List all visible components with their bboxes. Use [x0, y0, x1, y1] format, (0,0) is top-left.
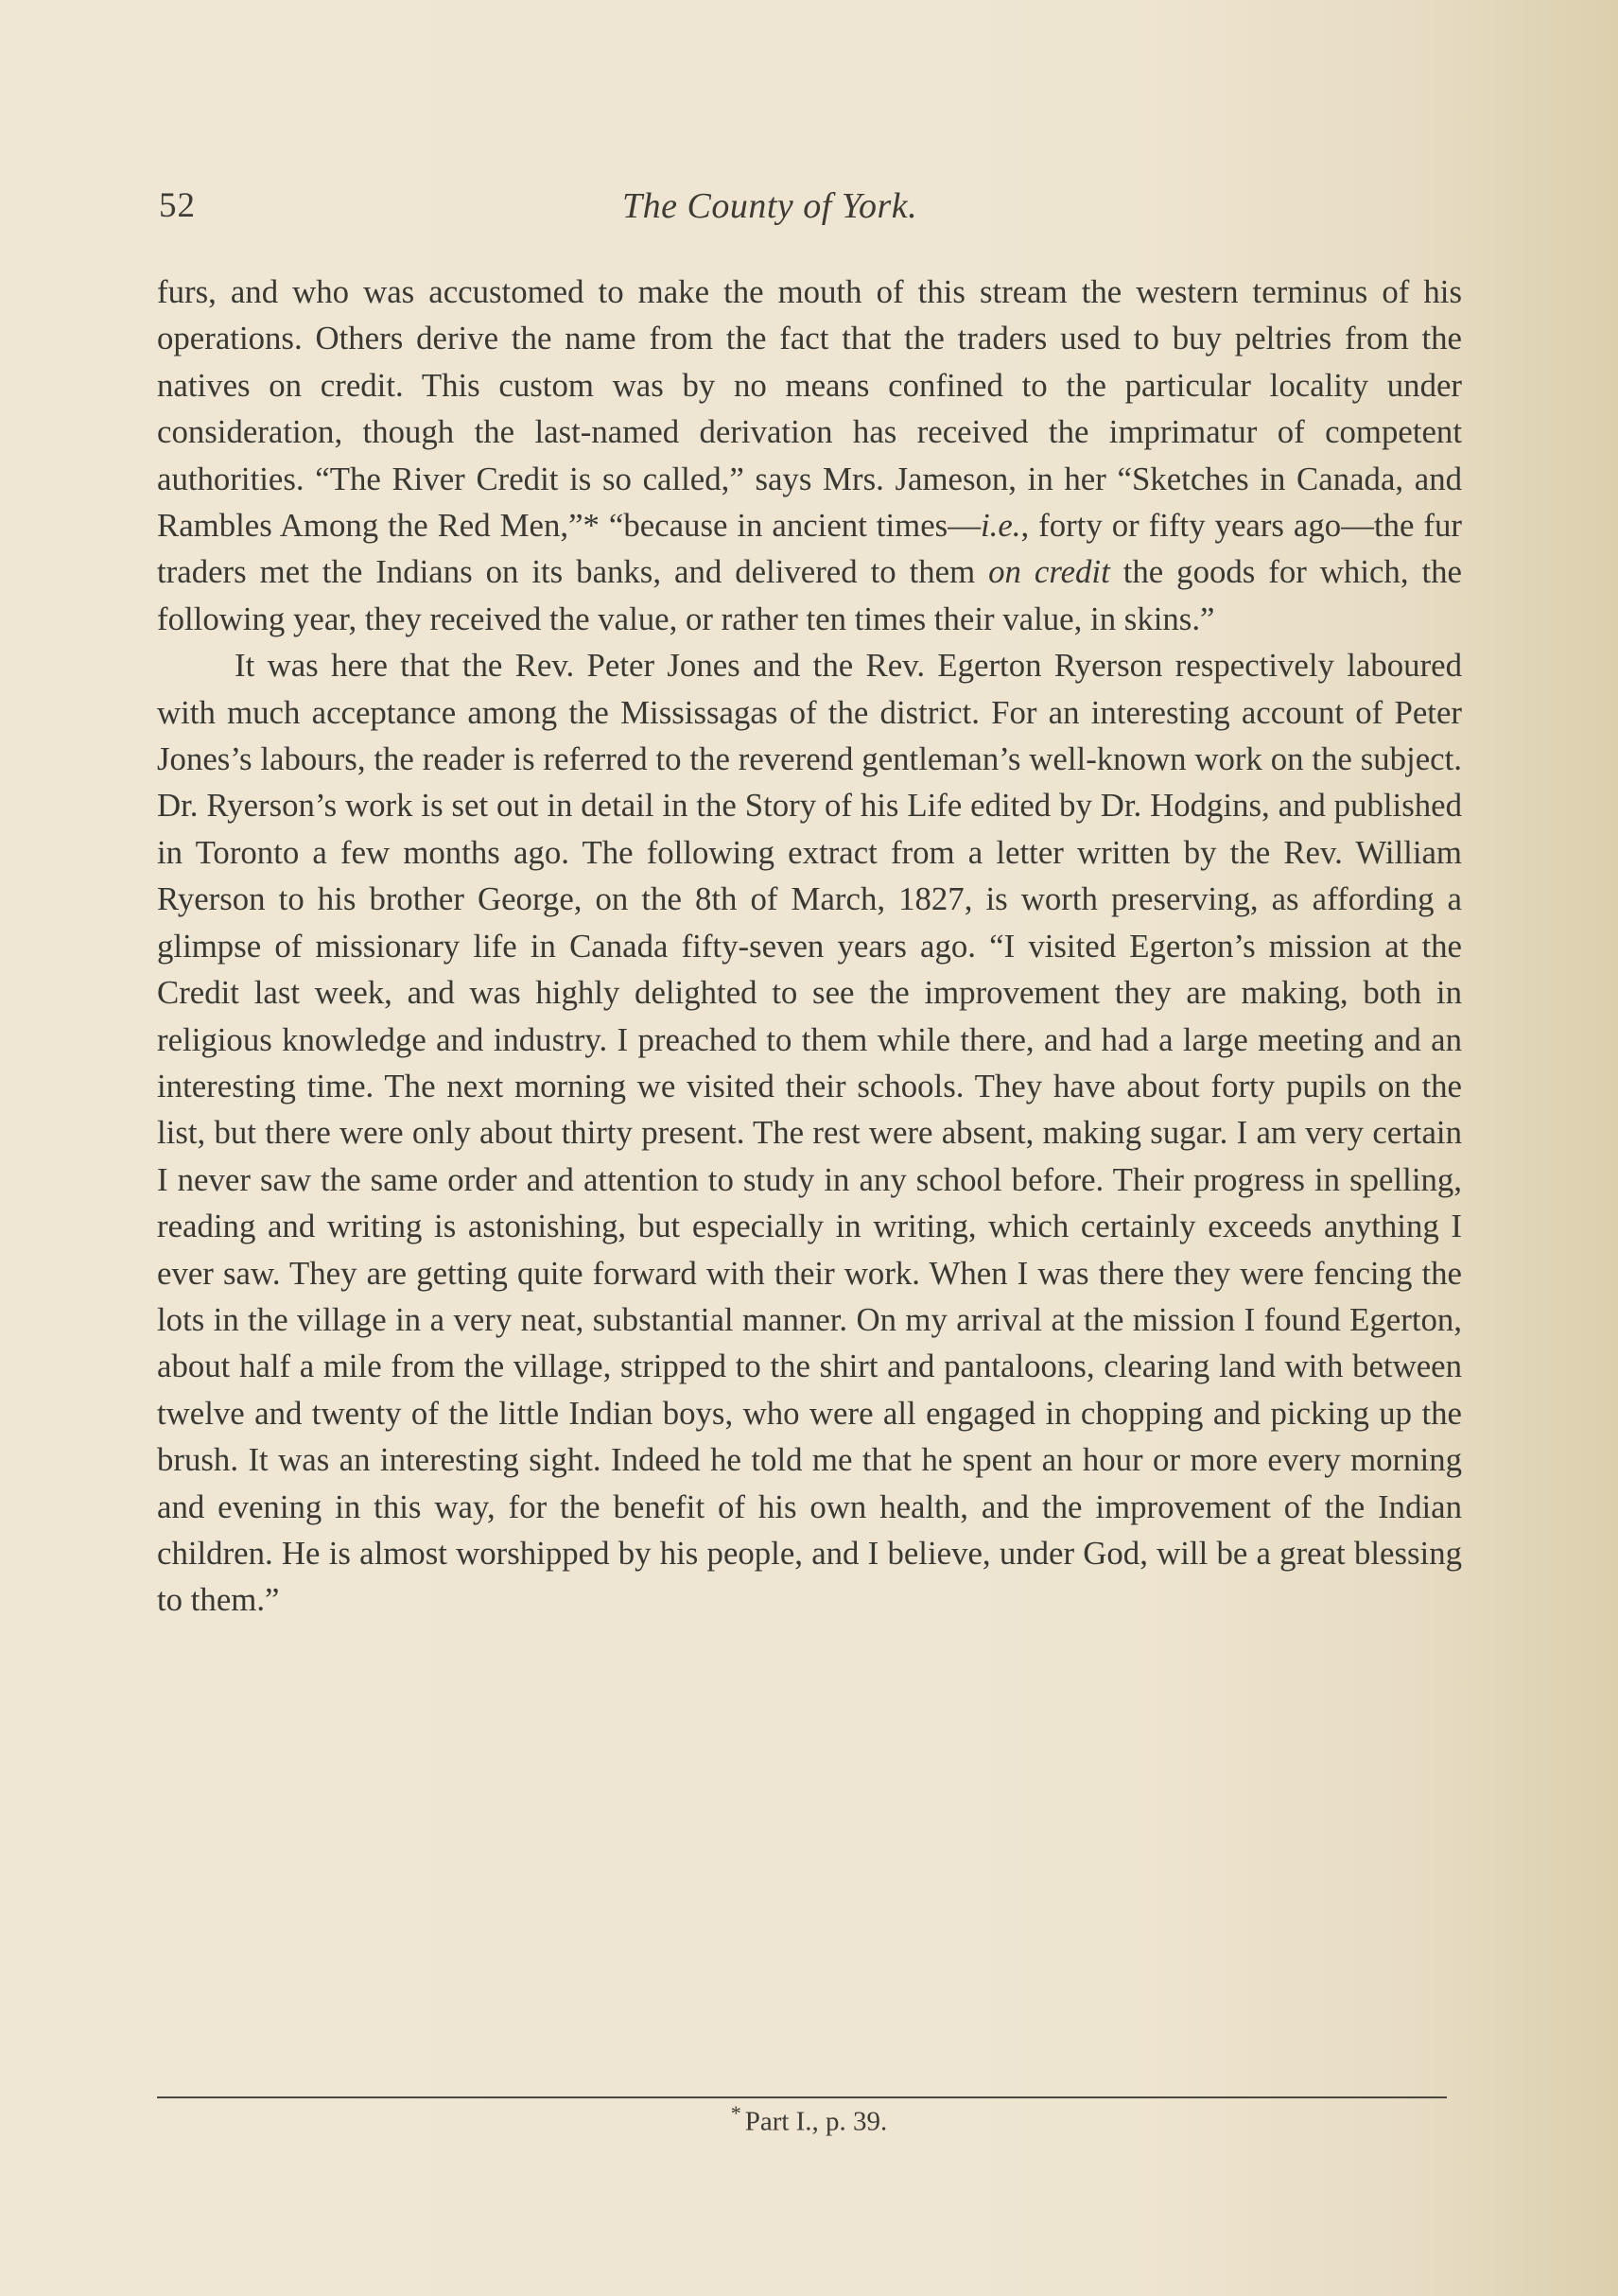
paragraph-2: It was here that the Rev. Peter Jones and the Rev. Egerton Ryerson respectively laboured with much acceptance among the Mississagas of the district. For an interesting account of Peter Jones’s labours, the reader is referred to the reverend gentleman’s well-known work on the subject. Dr. Ryerson’s work is set out in detail in the Story of his Life edited by Dr. Hodgins, and published in Toronto a few months ago. The following extract from a letter written by the Rev. William Ryerson to his brother George, on the 8th of March, 1827, is worth preserving, as affording a glimpse of missionary life in Canada fifty-seven years ago. “I visited Egerton’s mission at the Credit last week, and was highly delighted to see the improvement they are making, both in religious knowledge and industry. I preached to them while there, and had a large meeting and an interesting time. The next morning we visited their schools. They have about forty pupils on the list, but there were only about thirty present. The rest were absent, making sugar. I am very certain I never saw the same order and attention to study in any school before. Their progress in spelling, reading and writing is astonishing, but especially in writing, which certainly exceeds anything I ever saw. They are getting quite forward with their work. When I was there they were fencing the lots in the village in a very neat, substantial manner. On my arrival at the mission I found Egerton, about half a mile from the village, stripped to the shirt and pantaloons, clearing land with between twelve and twenty of the little Indian boys, who were all engaged in chopping and picking up the brush. It was an interesting sight. Indeed he told me that he spent an hour or more every morning and evening in this way, for the benefit of his own health, and the improvement of the Indian children. He is almost worshipped by his people, and I believe, under God, will be a great blessing to them.” [157, 647, 1462, 1619]
running-head: The County of York. [622, 186, 918, 226]
paragraph-1-italic-ie: i.e. [981, 507, 1021, 545]
footnote-text: Part I., p. 39. [744, 2106, 888, 2137]
footnote-rule [157, 2096, 1447, 2098]
footnote-marker: * [730, 2101, 741, 2125]
paragraph-1-italic-on-credit: on credit [988, 553, 1110, 591]
body-text [157, 269, 1462, 1624]
paragraph-1 [157, 269, 1462, 642]
page-header [159, 185, 1464, 242]
paragraph-1-text-b: , forty or fifty years ago—the fur traders met the Indians on its banks, and delivered to them [157, 507, 1462, 591]
footnote [0, 2101, 1618, 2138]
paragraph-1-text-a: furs, and who was accustomed to make the mouth of this stream the western terminus of his operations. Others derive the name from the fact that the traders used to buy peltries from the natives on credit. This custom was by no means confined to the particular locality under consideration, though the last-named derivation has received the imprimatur of competent authorities. “The River Credit is so called,” says Mrs. Jameson, in her “Sketches in Canada, and Rambles Among the Red Men,”* “because in ancient times— [157, 273, 1462, 545]
page-number: 52 [159, 186, 196, 225]
paragraph-1-text-c: the goods for which, the following year, they received the value, or rather ten times their value, in skins.” [157, 553, 1462, 637]
